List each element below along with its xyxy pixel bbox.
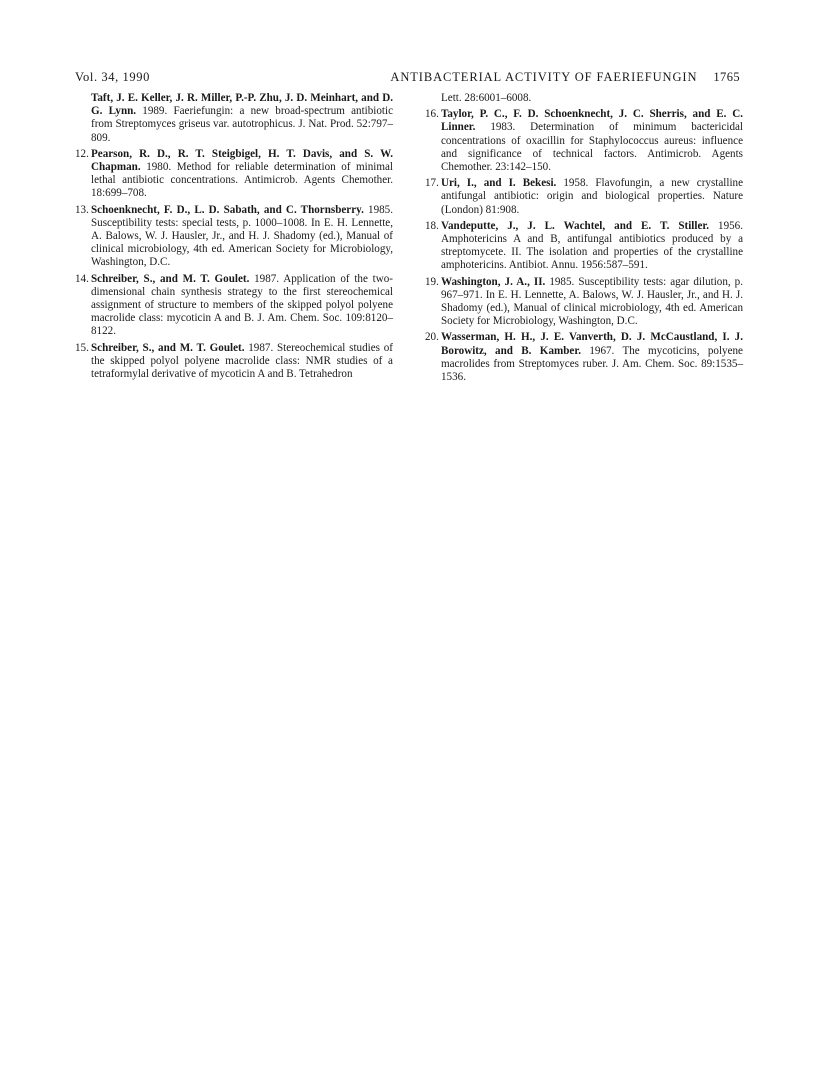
reference-number: 19. [425,275,439,288]
reference-authors: Uri, I., and I. Bekesi. [441,177,557,190]
page-number: 1765 [713,70,740,84]
running-title: ANTIBACTERIAL ACTIVITY OF FAERIEFUNGIN [390,70,698,84]
reference-18 [425,220,743,273]
reference-text: 1967. The mycoticins, polyene macrolides from Streptomyces ruber. J. Am. Chem. Soc. 89:1535–1536. [441,344,743,384]
reference-17 [425,177,743,217]
right-column [425,92,743,384]
reference-19 [425,276,743,329]
reference-number: 20. [425,331,439,344]
reference-authors: Washington, J. A., II. [441,275,546,288]
reference-continuation [75,92,393,145]
reference-14 [75,273,393,339]
reference-number: 14. [75,272,89,285]
reference-20 [425,331,743,384]
reference-text: 1980. Method for reliable determination of minimal lethal antibiotic concentrations. Antimicrob. Agents Chemother. 18:699–708. [91,161,393,200]
reference-text: 1983. Determination of minimum bactericidal concentrations of oxacillin for Staphylococcus aureus: influence and significance of technical factors. Antimicrob. Agents Chemother. 23:142–150. [441,121,743,174]
left-column [75,92,393,381]
reference-authors: Vandeputte, J., J. L. Wachtel, and E. T. Stiller. [441,219,710,232]
reference-number: 16. [425,108,439,121]
reference-text: 1989. Faeriefungin: a new broad-spectrum antibiotic from Streptomyces griseus var. autotrophicus. J. Nat. Prod. 52:797–809. [91,105,394,144]
reference-13 [75,204,393,270]
header-right [390,70,740,85]
reference-authors: Schreiber, S., and M. T. Goulet. [91,341,245,354]
reference-authors: Schreiber, S., and M. T. Goulet. [91,272,250,285]
reference-text: 1958. Flavofungin, a new crystalline antifungal antibiotic: origin and biological properties. Nature (London) 81:908. [441,177,743,216]
reference-text: 1987. Stereochemical studies of the skipped polyol polyene macrolide class: NMR studies of a tetraformylal derivative of mycoticin A and B. Tetrahedron [91,341,393,381]
reference-text: 1956. Amphotericins A and B, antifungal antibiotics produced by a streptomycete. II. The isolation and properties of the crystalline amphotericins. Antibiot. Annu. 1956:587–591. [441,219,743,272]
reference-authors: Pearson, R. D., R. T. Steigbigel, H. T. Davis, and S. W. Chapman. [91,147,393,174]
reference-number: 17. [425,177,439,190]
reference-text: 1985. Susceptibility tests: agar dilution, p. 967–971. In E. H. Lennette, A. Balows, W. J. Hausler, Jr., and H. J. Shadomy (ed.), Manual of clinical microbiology, 4th ed. American Society for Microbiology, Washington, D.C. [441,275,744,328]
reference-authors: Wasserman, H. H., J. E. Vanverth, D. J. McCaustland, I. J. Borowitz, and B. Kamber. [441,331,743,357]
reference-text: 1987. Application of the two-dimensional chain synthesis strategy to the first stereochemical assignment of structure to members of the skipped polyol polyene macrolide class: mycoticin A and B. J. Am. Chem. Soc. 109:8120–8122. [91,272,393,338]
reference-number: 15. [75,341,89,354]
reference-authors: Taylor, P. C., F. D. Schoenknecht, J. C. Sherris, and E. C. Linner. [441,108,743,134]
reference-text: 1985. Susceptibility tests: special tests, p. 1000–1008. In E. H. Lennette, A. Balows, W. J. Hausler, Jr., and H. J. Shadomy (ed.), Manual of clinical microbiology, 4th ed. American Society for Microbiology, Washington, D.C. [91,203,394,269]
reference-16 [425,108,743,174]
reference-12 [75,148,393,201]
journal-volume: Vol. 34, 1990 [75,70,150,84]
reference-continuation: Lett. 28:6001–6008. [441,92,532,104]
reference-number: 18. [425,219,439,232]
reference-number: 13. [75,203,89,216]
reference-authors: Schoenknecht, F. D., L. D. Sabath, and C. Thornsberry. [91,203,364,216]
page-header [75,70,740,90]
reference-15 [75,342,393,382]
reference-number: 12. [75,147,89,160]
reference-authors: Taft, J. E. Keller, J. R. Miller, P.-P. Zhu, J. D. Meinhart, and D. G. Lynn. [91,92,393,118]
